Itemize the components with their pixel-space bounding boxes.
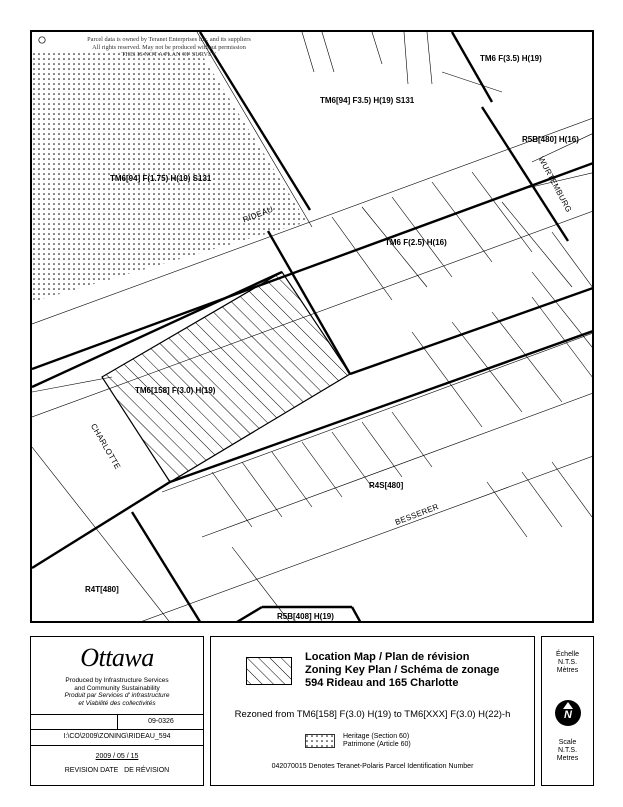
- scale-bottom: Scale N.T.S. Metres: [556, 739, 579, 762]
- rezoning-text: Rezoned from TM6[158] F(3.0) H(19) to TM6[XXX] F(3.0) H(22)-h: [234, 709, 511, 720]
- street-label-charlotte: CHARLOTTE: [88, 422, 123, 471]
- north-arrow-icon: [555, 700, 581, 726]
- subject-hatch-swatch: [246, 657, 292, 685]
- heritage-swatch: [305, 734, 335, 748]
- title-block: [210, 636, 535, 786]
- revision-label: REVISION DATE DE RÉVISION: [64, 767, 170, 774]
- zone-label-tm6-94-35: TM6[94] F3.5) H(19) S131: [320, 96, 415, 105]
- copyright-icon: [39, 37, 45, 43]
- scale-block: [541, 636, 594, 786]
- north-label: N: [564, 709, 572, 721]
- pin-note: 042070015 Denotes Teranet-Polaris Parcel Identification Number: [271, 763, 474, 770]
- zone-label-tm6-158: TM6[158] F(3.0) H(19): [135, 386, 216, 395]
- scale-top: Échelle N.T.S. Mètres: [556, 651, 579, 674]
- map-title: Location Map / Plan de révision Zoning Key Plan / Schéma de zonage 594 Rideau and 165 Charlotte: [305, 651, 500, 689]
- zone-label-tm6-94-175: TM6[94] F(1.75) H(19) S131: [110, 174, 212, 183]
- file-path: I:\CO\2009\ZONING\RIDEAU_594: [63, 733, 171, 740]
- zoning-map: [30, 30, 594, 623]
- map-legend: [30, 636, 594, 786]
- street-label-wurtemburg: WURTEMBURG: [536, 155, 574, 214]
- ottawa-logo: [31, 643, 203, 673]
- zone-label-r5b-480: R5B[480] H(16): [522, 135, 579, 144]
- ottawa-logo-text: Ottawa: [80, 643, 154, 672]
- copyright-notice: Parcel data is owned by Teranet Enterprises Inc. and its suppliers All rights reserved. May not be produced without permission THIS IS NOT A PLAN OF SURVEY: [87, 36, 251, 58]
- revision-date: 2009 / 05 / 15: [95, 753, 139, 760]
- zone-label-r4t-480: R4T[480]: [85, 585, 119, 594]
- zone-label-r5b-408: R5B[408] H(19): [277, 612, 334, 621]
- map-canvas: [32, 32, 594, 623]
- producer-text: Produced by Infrastructure Services and Community Sustainability Produit par Services d' infrastructure et Viabilité des collectivités: [64, 677, 170, 707]
- zone-label-r4s-480: R4S[480]: [369, 481, 404, 490]
- file-number: 09-0326: [148, 718, 174, 725]
- street-label-besserer: BESSERER: [393, 502, 441, 527]
- zone-label-tm6-35: TM6 F(3.5) H(19): [480, 54, 542, 63]
- street-label-rideau: RIDEAU: [241, 204, 275, 225]
- zone-label-tm6-25: TM6 F(2.5) H(16): [385, 238, 447, 247]
- heritage-text: Heritage (Section 60) Patrimone (Article 60): [343, 733, 411, 748]
- subject-parcel: [102, 272, 350, 482]
- producer-block: [30, 636, 204, 786]
